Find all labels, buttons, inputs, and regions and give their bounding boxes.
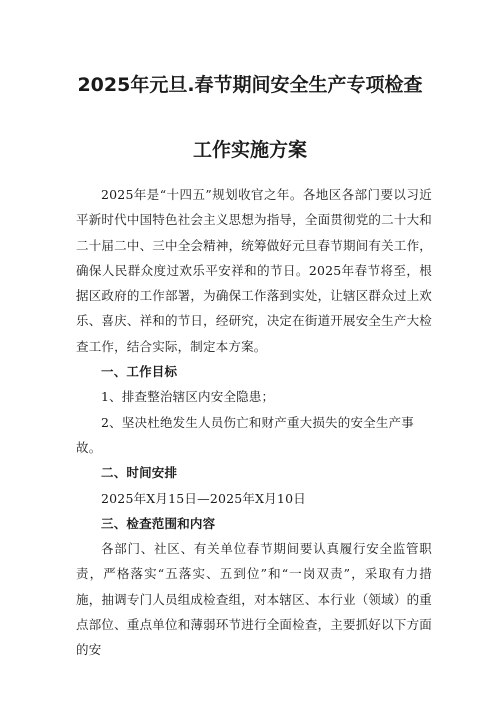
section-heading-schedule: 二、时间安排 bbox=[101, 465, 178, 481]
document-title-line-2: 工作实施方案 bbox=[192, 139, 307, 161]
schedule-text: 2025年X月15日—2025年X月10日 bbox=[101, 490, 306, 506]
scope-paragraph: 各部门、社区、有关单位春节期间要认真履行安全监管职责，严格落实“五落实、五到位”和“一岗双责”，采取有力措施，抽调专门人员组成检查组，对本辖区、本行业（领域）的重点部位、重点单位和薄弱环节进行全面检查，主要抓好以下方面的安 bbox=[76, 541, 432, 658]
section-heading-goals: 一、工作目标 bbox=[101, 364, 178, 380]
document-title-line-1: 2025年元旦.春节期间安全生产专项检查 bbox=[77, 74, 423, 96]
document-body bbox=[76, 182, 432, 663]
intro-paragraph: 2025年是“十四五”规划收官之年。各地区各部门要以习近平新时代中国特色社会主义思想为指导，全面贯彻党的二十大和二十届二中、三中全会精神，统筹做好元旦春节期间有关工作，确保人民群众度过欢乐平安祥和的节日。2025年春节将至，根据区政府的工作部署，为确保工作落到实处，让辖区群众过上欢乐、喜庆、祥和的节日，经研究，决定在街道开展安全生产大检查工作，结合实际，制定本方案。 bbox=[76, 187, 432, 354]
goal-item-2: 2、坚决杜绝发生人员伤亡和财产重大损失的安全生产事故。 bbox=[76, 414, 414, 455]
goal-item-1: 1、排查整治辖区内安全隐患； bbox=[101, 389, 275, 405]
section-heading-scope: 三、检查范围和内容 bbox=[101, 515, 216, 531]
